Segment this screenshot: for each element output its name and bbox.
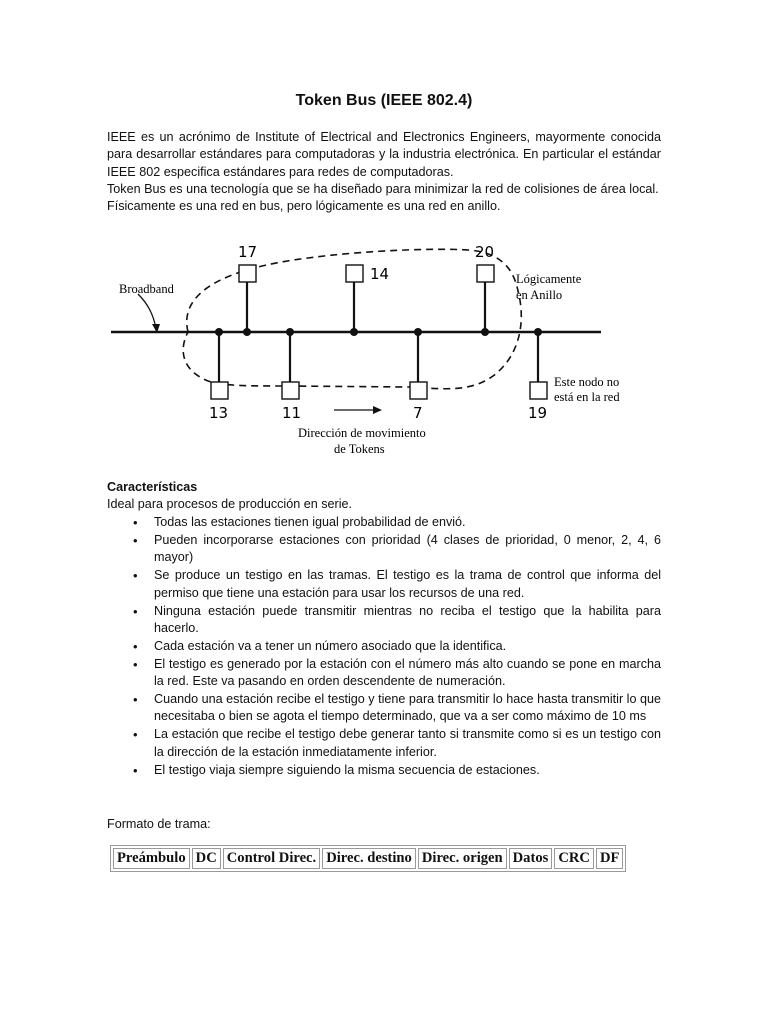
station-11-label: 11 [282,404,302,422]
direction-label-2: de Tokens [334,442,385,456]
not-in-ring-label-1: Este nodo no [554,375,620,389]
list-item: • Se produce un testigo en las tramas. El testigo es la trama de control que informa del permiso que tiene una estación para usar los recursos de una red. [154,567,661,602]
not-in-ring-label-2: está en la red [554,390,620,404]
frame-format-table [110,845,626,872]
logical-ring-label-2: en Anillo [516,288,563,302]
frame-field-destination: Direc. destino [322,848,416,869]
intro-paragraph [107,129,661,215]
list-item: • El testigo viaja siempre siguiendo la misma secuencia de estaciones. [154,762,661,779]
list-item: • Todas las estaciones tienen igual probabilidad de envió. [154,514,661,531]
features-subtitle: Ideal para procesos de producción en serie. [107,497,353,511]
frame-field-crc: CRC [554,848,594,869]
token-bus-diagram [108,236,620,466]
frame-field-data: Datos [509,848,553,869]
list-item: • Cuando una estación recibe el testigo y tiene para transmitir lo hace hasta transmitir lo que necesitaba o bien se agota el tiempo determinado, que va a ser como máximo de 10 ms [154,691,661,726]
direction-label-1: Dirección de movimiento [298,426,426,440]
frame-field-control: Control Direc. [223,848,320,869]
logical-ring-label-1: Lógicamente [516,272,582,286]
list-item: • La estación que recibe el testigo debe generar tanto si transmite como si es un testigo con la dirección de la estación inmediatamente inferior. [154,726,661,761]
station-7-label: 7 [413,404,423,422]
frame-field-preamble: Preámbulo [113,848,190,869]
station-14-node [346,265,363,282]
intro-text-ieee: IEEE es un acrónimo de Institute of Electrical and Electronics Engineers, mayormente conocida para desarrollar estándares para computadoras y la industria electrónica. En particular el estándar IEEE 802 especifica estándares para redes de computadoras. [107,130,661,179]
page-title: Token Bus (IEEE 802.4) [295,92,473,109]
station-17-label: 17 [238,243,258,261]
features-heading: Características [107,480,198,494]
list-item: • Cada estación va a tener un número asociado que la identifica. [154,638,661,655]
station-19-node [530,382,547,399]
list-item: • Ninguna estación puede transmitir mientras no reciba el testigo que la habilita para hacerlo. [154,603,661,638]
intro-text-token-bus: Token Bus es una tecnología que se ha diseñado para minimizar la red de colisiones de área local. Físicamente es una red en bus, pero lógicamente es una red en anillo. [107,181,659,214]
list-item: • El testigo es generado por la estación con el número más alto cuando se pone en marcha la red. Este va pasando en orden descendente de numeración. [154,656,661,691]
station-20-node [477,265,494,282]
list-item: • Pueden incorporarse estaciones con prioridad (4 clases de prioridad, 0 menor, 2, 4, 6 mayor) [154,532,661,567]
table-row [113,848,623,869]
station-20-label: 20 [475,243,495,261]
station-13-label: 13 [209,404,229,422]
station-14-label: 14 [370,265,390,283]
station-19-label: 19 [528,404,548,422]
station-13-node [211,382,228,399]
broadband-arrow [138,294,156,328]
station-17-node [239,265,256,282]
station-11-node [282,382,299,399]
features-list [154,514,661,780]
frame-field-df: DF [596,848,623,869]
station-7-node [410,382,427,399]
frame-format-label: Formato de trama: [107,817,211,831]
broadband-label: Broadband [119,282,174,296]
frame-field-dc: DC [192,848,221,869]
frame-field-origin: Direc. origen [418,848,507,869]
